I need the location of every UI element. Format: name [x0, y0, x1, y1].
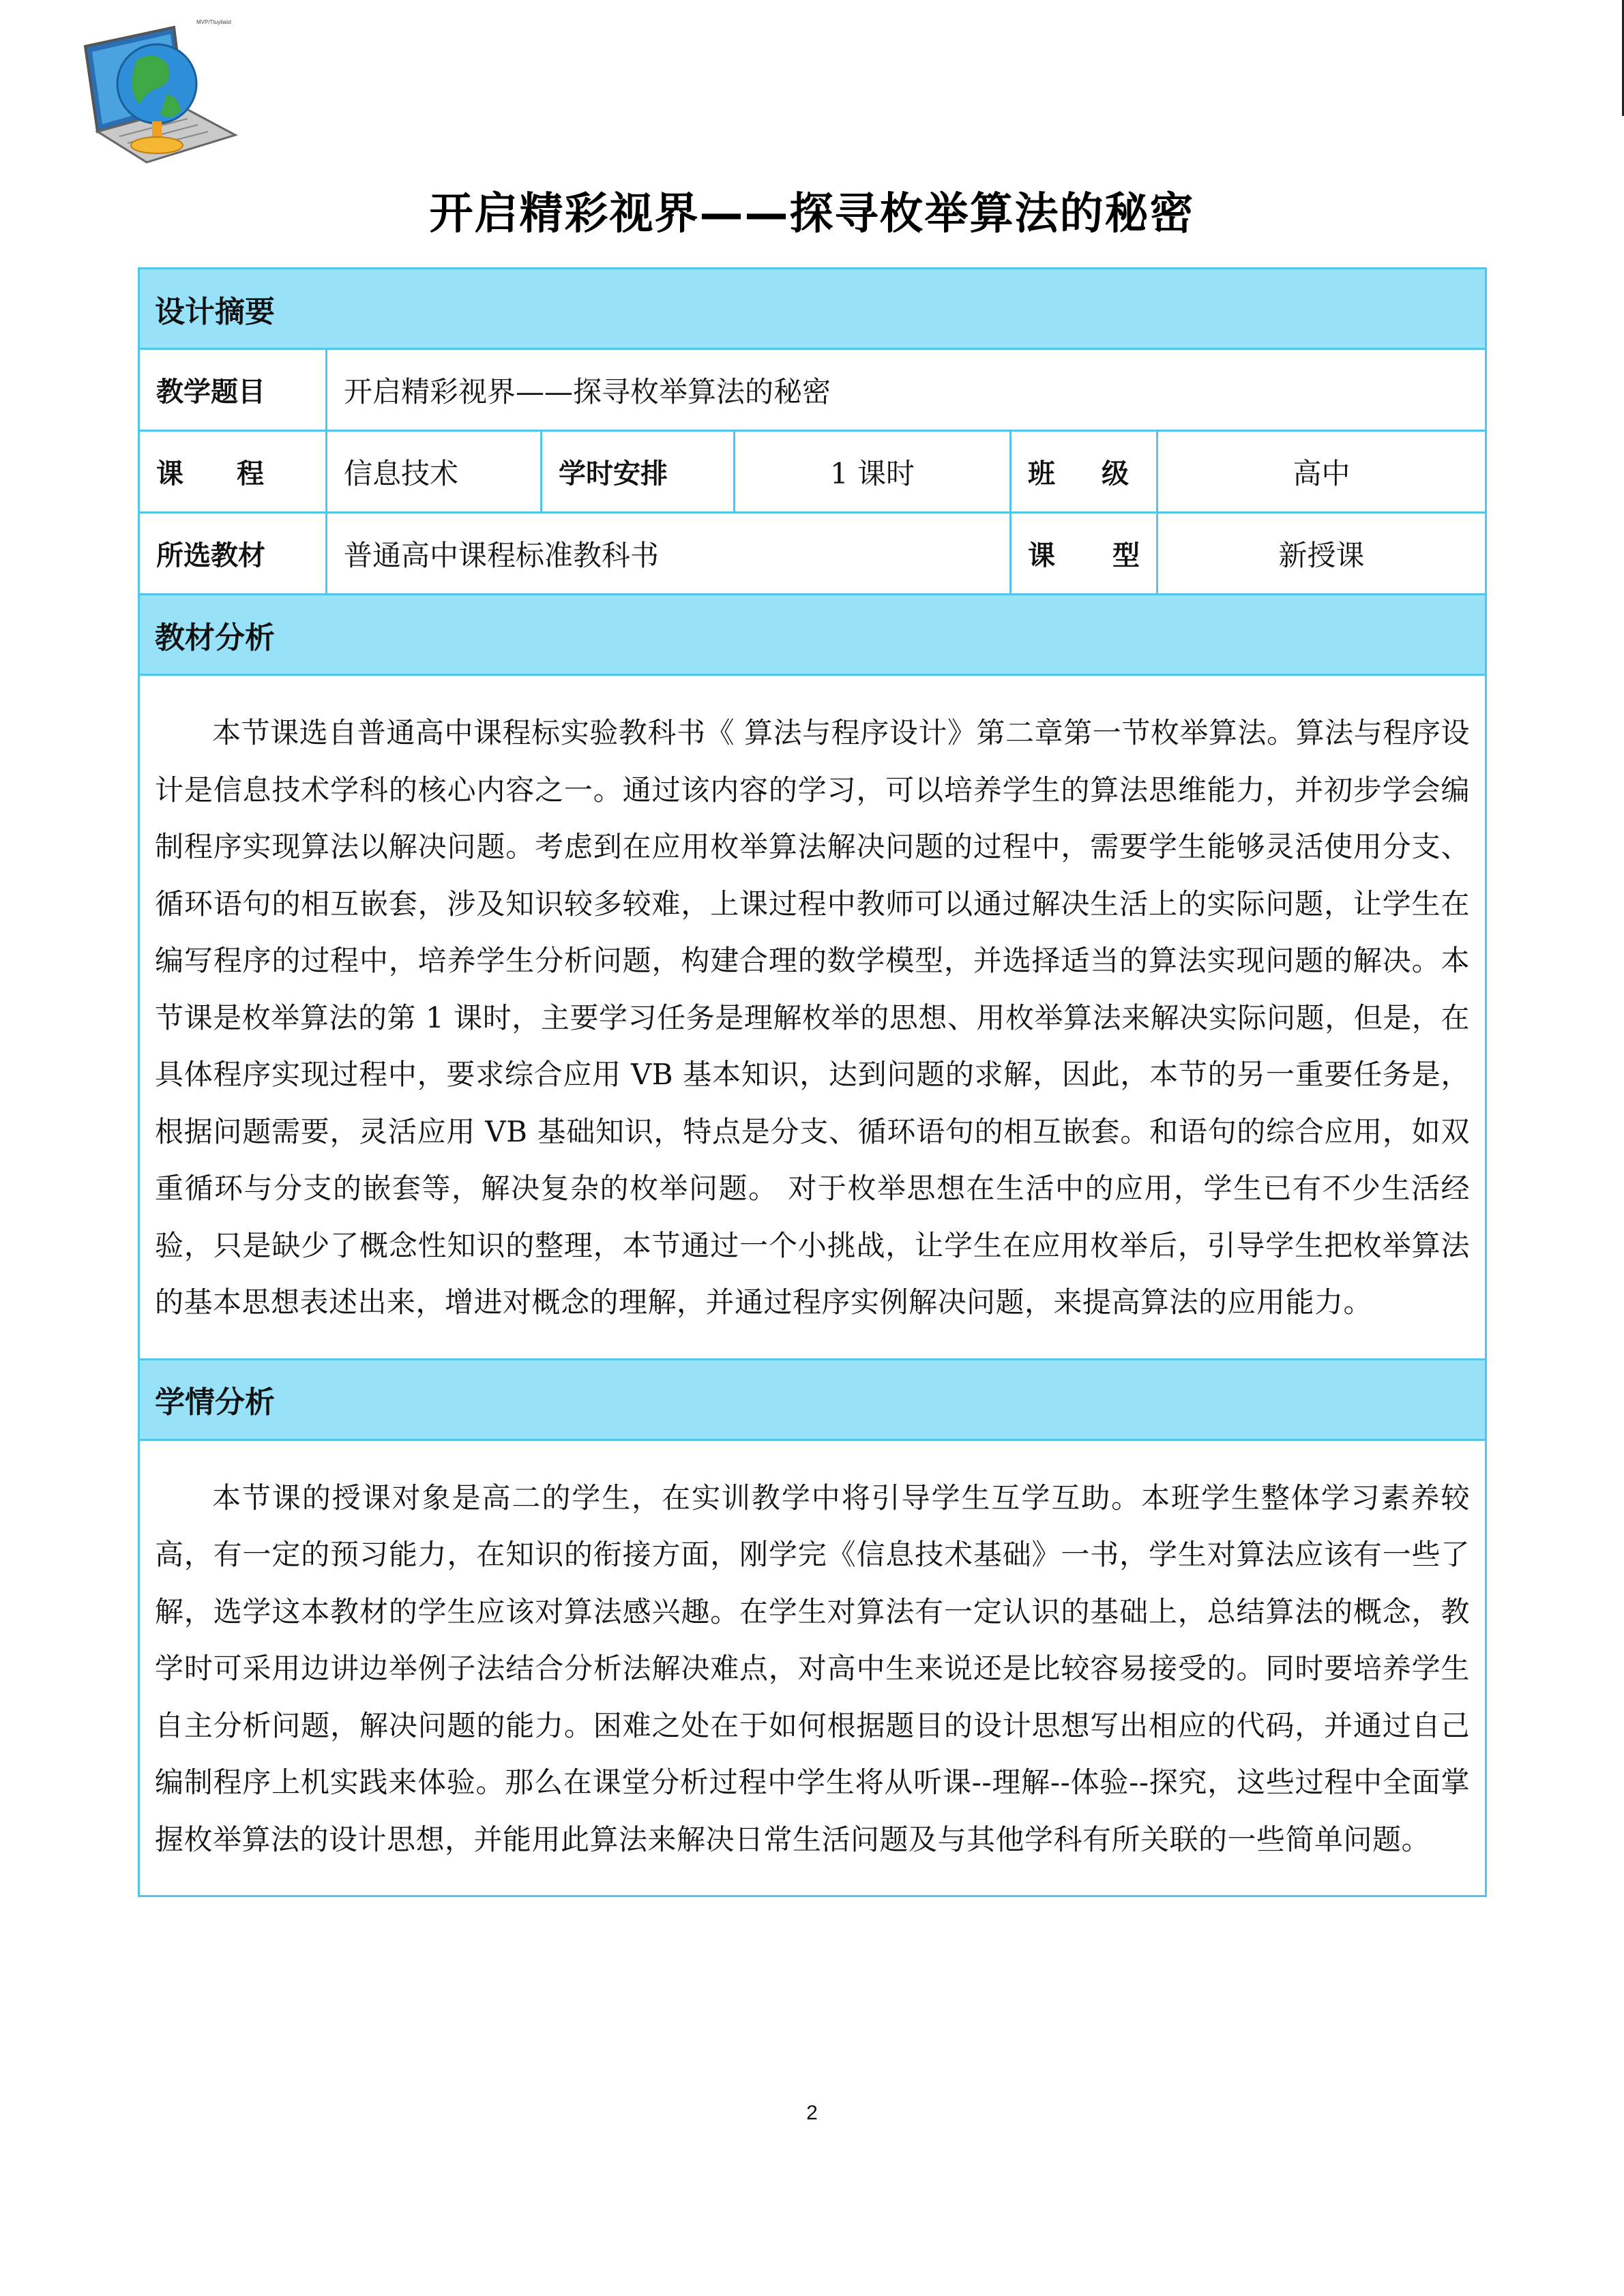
textbook-label: 所选教材: [140, 513, 327, 593]
lesson-type-label-char-1: 课: [1028, 540, 1055, 571]
row-textbook: [140, 513, 1485, 595]
globe-laptop-logo-icon: [72, 19, 239, 166]
lesson-type-label-char-2: 型: [1112, 540, 1140, 571]
student-analysis-body: [140, 1441, 1485, 1896]
class-label-char-2: 级: [1102, 458, 1129, 490]
course-label-char-1: 课: [156, 458, 183, 490]
topic-label: 教学题目: [140, 350, 327, 430]
row-topic: [140, 350, 1485, 432]
textbook-analysis-text: 本节课选自普通高中课程标实验教科书《 算法与程序设计》第二章第一节枚举算法。算法与程序设计是信息技术学科的核心内容之一。通过该内容的学习，可以培养学生的算法思维能力，并初步学会编制程序实现算法以解决问题。考虑到在应用枚举算法解决问题的过程中，需要学生能够灵活使用分支、循环语句的相互嵌套，涉及知识较多较难，上课过程中教师可以通过解决生活上的实际问题，让学生在编写程序的过程中，培养学生分析问题，构建合理的数学模型，并选择适当的算法实现问题的解决。本节课是枚举算法的第 1 课时，主要学习任务是理解枚举的思想、用枚举算法来解决实际问题，但是，在具体程序实现过程中，要求综合应用 VB 基本知识，达到问题的求解，因此，本节的另一重要任务是，根据问题需要，灵活应用 VB 基础知识，特点是分支、循环语句的相互嵌套。和语句的综合应用，如双重循环与分支的嵌套等，解决复杂的枚举问题。 对于枚举思想在生活中的应用，学生已有不少生活经验，只是缺少了概念性知识的整理，本节通过一个小挑战，让学生在应用枚举后，引导学生把枚举算法的基本思想表述出来，增进对概念的理解，并通过程序实例解决问题，来提高算法的应用能力。: [155, 716, 1470, 1319]
class-label-char-1: 班: [1028, 458, 1055, 490]
section-heading-design-summary: [140, 269, 1485, 350]
student-analysis-text: 本节课的授课对象是高二的学生，在实训教学中将引导学生互学互助。本班学生整体学习素养较高，有一定的预习能力，在知识的衔接方面，刚学完《信息技术基础》一书，学生对算法应该有一些了解，选学这本教材的学生应该对算法感兴趣。在学生对算法有一定认识的基础上，总结算法的概念，教学时可采用边讲边举例子法结合分析法解决难点，对高中生来说还是比较容易接受的。同时要培养学生自主分析问题，解决问题的能力。困难之处在于如何根据题目的设计思想写出相应的代码，并通过自己编制程序上机实践来体验。那么在课堂分析过程中学生将从听课--理解--体验--探究，这些过程中全面掌握枚举算法的设计思想，并能用此算法来解决日常生活问题及与其他学科有所关联的一些简单问题。: [155, 1480, 1470, 1856]
section-heading-textbook-analysis: [140, 595, 1485, 676]
textbook-value: 普通高中课程标准教科书: [327, 513, 1012, 593]
textbook-analysis-heading: 教材分析: [155, 620, 275, 655]
class-label: [1012, 432, 1158, 511]
hours-label: 学时安排: [542, 432, 735, 511]
textbook-analysis-body: [140, 676, 1485, 1360]
student-analysis-heading: 学情分析: [155, 1385, 275, 1420]
topic-value: 开启精彩视界——探寻枚举算法的秘密: [344, 374, 831, 408]
lesson-type-value: 新授课: [1278, 538, 1365, 572]
document-title: 开启精彩视界——探寻枚举算法的秘密: [429, 189, 1195, 239]
hours-value: 1 课时: [735, 432, 1012, 511]
course-value: 信息技术: [327, 432, 542, 511]
design-summary-heading: 设计摘要: [155, 294, 275, 329]
row-course: [140, 432, 1485, 513]
page-number: 2: [806, 2102, 818, 2124]
lesson-type-label: [1012, 513, 1158, 593]
section-heading-student-analysis: [140, 1360, 1485, 1441]
logo-caption: MVP/Ttuyilaist: [196, 19, 232, 25]
course-label: [140, 432, 327, 511]
class-value: 高中: [1293, 456, 1350, 490]
lesson-design-table: [138, 267, 1487, 1897]
course-label-char-2: 程: [237, 458, 264, 490]
